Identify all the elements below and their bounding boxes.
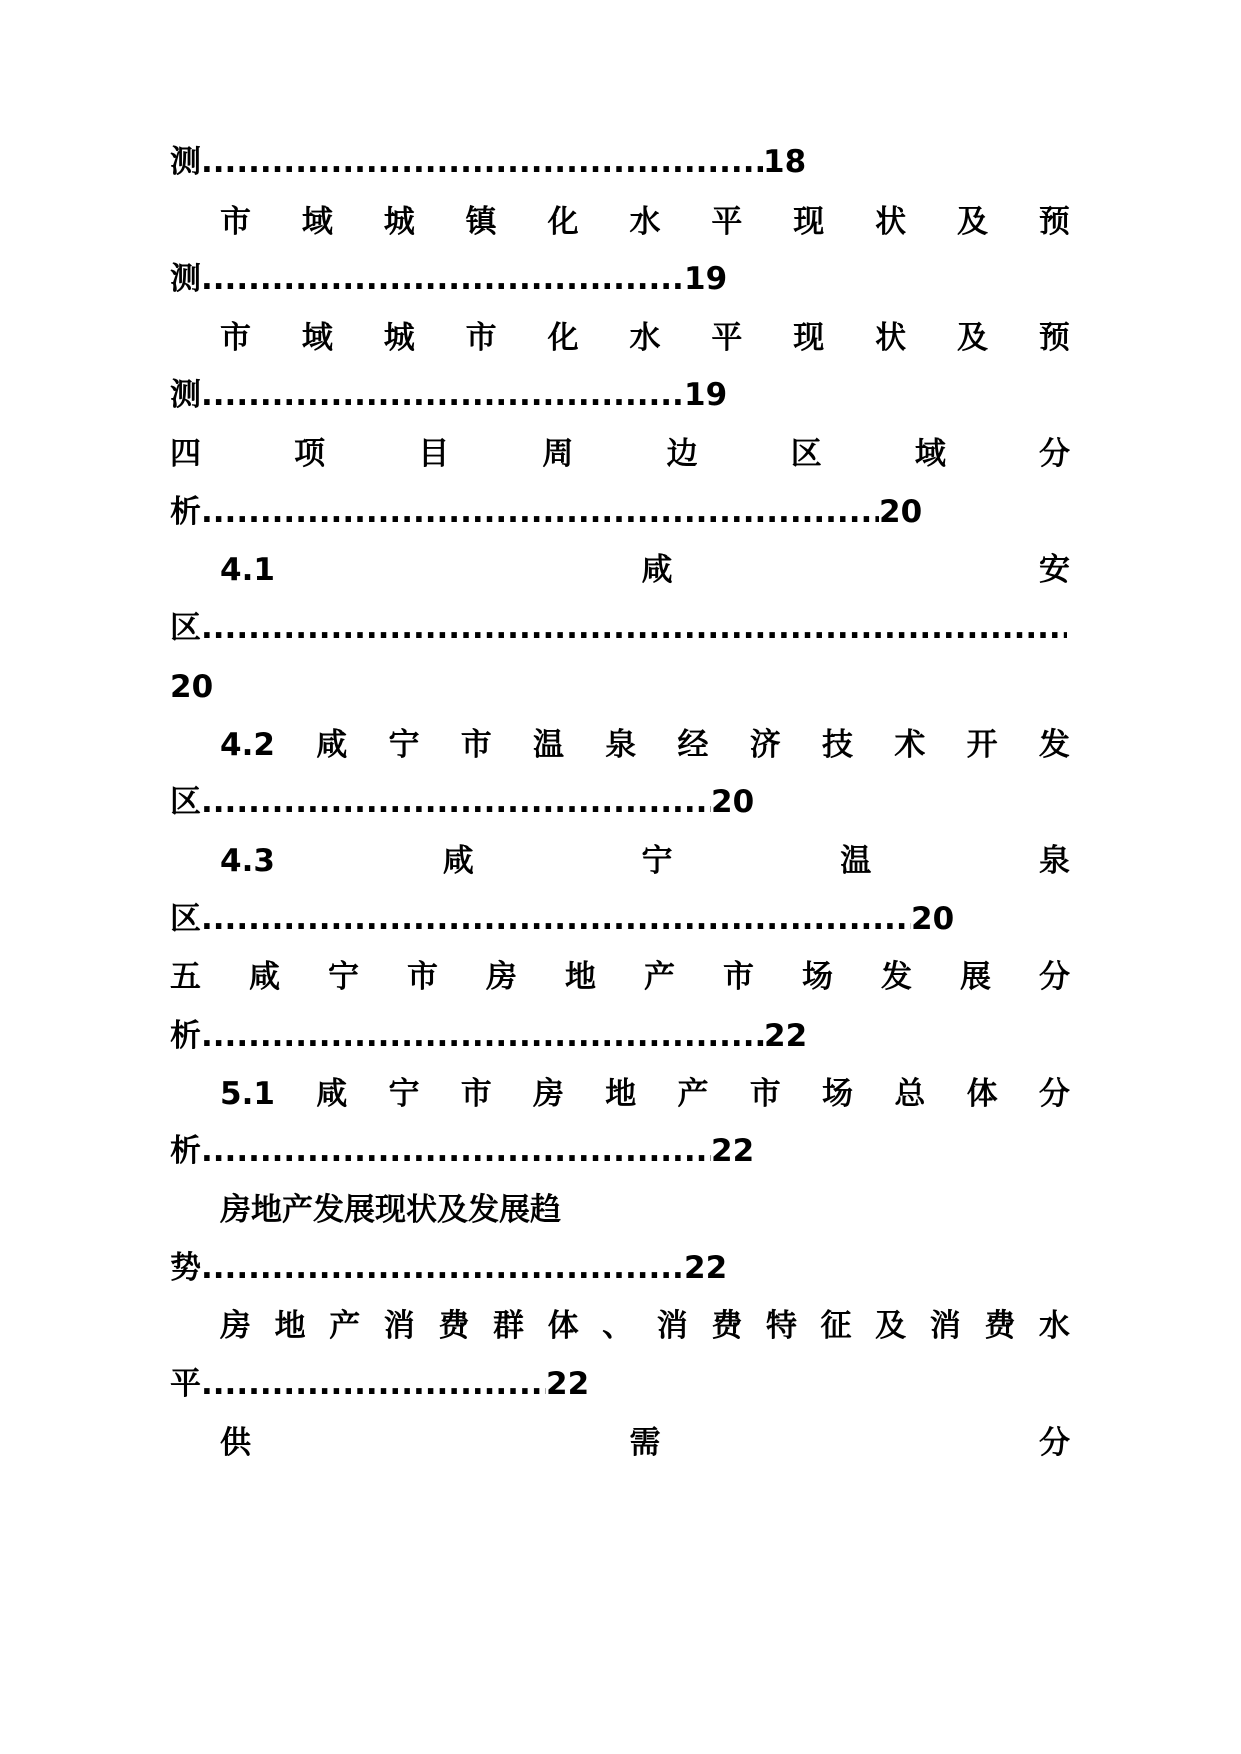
toc-title-char: 域 (301, 204, 333, 240)
toc-title-char: 平 (711, 320, 743, 356)
toc-entry-title[interactable] (220, 720, 1070, 770)
toc-entry-head: 析 (170, 494, 201, 530)
toc-title-char: 宁 (388, 1076, 420, 1112)
toc-title-char: 房 (486, 959, 517, 995)
toc-page-number: 22 (546, 1366, 590, 1402)
toc-title-char: 房 (220, 1308, 251, 1344)
toc-entry-continuation[interactable] (170, 662, 1070, 712)
toc-title-char: 4.2 (220, 727, 275, 763)
toc-title-char: 平 (711, 204, 743, 240)
toc-title-char: 状 (875, 320, 907, 356)
toc-title-char: 地 (605, 1076, 637, 1112)
toc-title-char: 分 (1038, 436, 1070, 472)
toc-entry[interactable] (170, 487, 1070, 537)
toc-title-char: 消 (383, 1308, 415, 1344)
toc-title-char: 区 (790, 436, 822, 472)
toc-leader-dots (201, 1359, 546, 1409)
toc-title-char: 及 (957, 320, 989, 356)
toc-leader-dots (201, 777, 711, 827)
toc-title-char: 五 (170, 959, 201, 995)
toc-entry[interactable] (170, 1243, 1070, 1293)
toc-title-char: 咸 (249, 959, 280, 995)
toc-title-char: 消 (656, 1308, 688, 1344)
toc-title-char: 经 (677, 727, 709, 763)
toc-leader-dots (201, 1126, 711, 1176)
toc-page-number: 20 (911, 901, 955, 937)
toc-title-char: 泉 (1038, 843, 1070, 879)
toc-entry[interactable] (170, 894, 1070, 944)
toc-leader-dots (201, 894, 911, 944)
toc-title-char: 状 (875, 204, 907, 240)
toc-title-char: 市 (460, 727, 492, 763)
toc-entry-title[interactable] (220, 836, 1070, 886)
toc-title-char: 分 (1038, 1076, 1070, 1112)
toc-page-number: 20 (711, 784, 755, 820)
toc-title-char: 及 (875, 1308, 907, 1344)
toc-title-char: 4.3 (220, 843, 275, 879)
toc-title-char: 费 (438, 1308, 470, 1344)
toc-title-char: 咸 (316, 1076, 348, 1112)
toc-entry-head: 区 (170, 610, 201, 646)
toc-page-number: 19 (684, 377, 728, 413)
toc-title-char: 宁 (641, 843, 673, 879)
toc-title-char: 咸 (641, 552, 673, 588)
toc-entry-head: 测 (170, 144, 201, 180)
toc-entry-head: 析 (170, 1133, 201, 1169)
toc-leader-dots (201, 137, 763, 187)
toc-title-char: 水 (629, 320, 661, 356)
toc-title-char: 四 (170, 436, 201, 472)
toc-title-char: 温 (532, 727, 564, 763)
toc-page-number: 18 (763, 144, 807, 180)
toc-title-char: 分 (1039, 959, 1070, 995)
toc-title-char: 现 (793, 320, 825, 356)
toc-title-char: 市 (465, 320, 497, 356)
toc-title-char: 群 (492, 1308, 524, 1344)
toc-entry[interactable] (170, 603, 1070, 653)
toc-title-char: 房 (532, 1076, 564, 1112)
toc-title-char: 地 (274, 1308, 306, 1344)
toc-leader-dots (201, 487, 879, 537)
toc-title-char: 体 (966, 1076, 998, 1112)
toc-entry-head: 平 (170, 1366, 201, 1402)
toc-entry-title[interactable] (220, 1301, 1070, 1351)
toc-title-char: 市 (723, 959, 754, 995)
toc-entry[interactable] (170, 254, 1070, 304)
toc-title-char: 温 (840, 843, 872, 879)
toc-title-char: 术 (894, 727, 926, 763)
toc-title-char: 城 (383, 204, 415, 240)
toc-title-char: 展 (960, 959, 991, 995)
toc-leader-dots (201, 1243, 684, 1293)
toc-title-char: 产 (644, 959, 675, 995)
toc-entry-head: 势 (170, 1250, 201, 1286)
toc-entry-head: 测 (170, 377, 201, 413)
toc-title-char: 、 (602, 1308, 634, 1344)
toc-title-char: 现 (793, 204, 825, 240)
toc-title-char: 产 (677, 1076, 709, 1112)
toc-title-char: 市 (749, 1076, 781, 1112)
toc-title-char: 预 (1038, 204, 1070, 240)
toc-page-number: 22 (764, 1018, 808, 1054)
toc-leader-dots (201, 370, 684, 420)
toc-title-char: 水 (1038, 1308, 1070, 1344)
toc-entry[interactable] (170, 1126, 1070, 1176)
toc-title-char: 周 (542, 436, 574, 472)
toc-title-char: 化 (547, 204, 579, 240)
toc-title-char: 市 (220, 204, 251, 240)
toc-title-char: 域 (914, 436, 946, 472)
toc-title-char: 体 (547, 1308, 579, 1344)
toc-entry[interactable] (170, 777, 1070, 827)
toc-leader-dots (201, 603, 1067, 653)
toc-title-char: 市 (460, 1076, 492, 1112)
toc-title-char: 宁 (388, 727, 420, 763)
toc-title-char: 泉 (605, 727, 637, 763)
toc-title-char: 发 (1038, 727, 1070, 763)
toc-entry-title[interactable] (220, 313, 1070, 363)
toc-page-number: 19 (684, 261, 728, 297)
toc-title-char: 发 (881, 959, 912, 995)
toc-title-char: 产 (329, 1308, 361, 1344)
toc-title-char: 市 (220, 320, 251, 356)
toc-title-char: 域 (301, 320, 333, 356)
toc-title-char: 地 (565, 959, 596, 995)
toc-title-char: 化 (547, 320, 579, 356)
toc-title-char: 场 (822, 1076, 854, 1112)
toc-title-char: 费 (711, 1308, 743, 1344)
toc-title-text: 房地产发展现状及发展趋 (220, 1192, 561, 1228)
toc-title-char: 开 (966, 727, 998, 763)
toc-entry-title[interactable] (220, 1418, 1070, 1468)
toc-title-char: 特 (765, 1308, 797, 1344)
toc-entry[interactable] (170, 137, 1070, 187)
toc-leader-dots (201, 254, 684, 304)
toc-entry-head: 区 (170, 901, 201, 937)
toc-title-char: 市 (407, 959, 438, 995)
toc-entry-title[interactable] (220, 545, 1070, 595)
toc-title-char: 目 (418, 436, 450, 472)
toc-title-char: 咸 (316, 727, 348, 763)
toc-leader-dots (201, 1011, 764, 1061)
toc-title-char: 分 (1039, 1425, 1070, 1461)
toc-title-char: 消 (929, 1308, 961, 1344)
toc-title-char: 5.1 (220, 1076, 275, 1112)
toc-entry[interactable] (170, 1359, 1070, 1409)
toc-entry-title[interactable] (170, 952, 1070, 1002)
toc-entry-title[interactable] (220, 197, 1070, 247)
toc-title-char: 水 (629, 204, 661, 240)
toc-title-char: 边 (666, 436, 698, 472)
toc-entry-title[interactable] (220, 1069, 1070, 1119)
toc-title-char: 宁 (328, 959, 359, 995)
toc-entry-head: 区 (170, 784, 201, 820)
toc-entry-title[interactable] (170, 429, 1070, 479)
toc-title-char: 镇 (465, 204, 497, 240)
toc-entry-head: 测 (170, 261, 201, 297)
toc-entry[interactable] (170, 370, 1070, 420)
toc-title-char: 4.1 (220, 552, 275, 588)
toc-title-char: 需 (629, 1425, 661, 1461)
toc-title-char: 城 (383, 320, 415, 356)
toc-entry-title[interactable] (220, 1185, 1070, 1235)
toc-title-char: 预 (1038, 320, 1070, 356)
toc-title-char: 安 (1038, 552, 1070, 588)
toc-title-char: 咸 (442, 843, 474, 879)
toc-entry[interactable] (170, 1011, 1070, 1061)
toc-title-char: 项 (294, 436, 326, 472)
toc-title-char: 济 (749, 727, 781, 763)
toc-entry-head: 析 (170, 1018, 201, 1054)
toc-title-char: 场 (802, 959, 833, 995)
toc-title-char: 技 (822, 727, 854, 763)
toc-page-number: 20 (170, 669, 214, 705)
toc-page-number: 22 (684, 1250, 728, 1286)
toc-title-char: 费 (984, 1308, 1016, 1344)
toc-page-number: 22 (711, 1133, 755, 1169)
toc-title-char: 及 (957, 204, 989, 240)
toc-title-char: 总 (894, 1076, 926, 1112)
toc-title-char: 征 (820, 1308, 852, 1344)
toc-title-char: 供 (220, 1425, 251, 1461)
toc-page-number: 20 (879, 494, 923, 530)
